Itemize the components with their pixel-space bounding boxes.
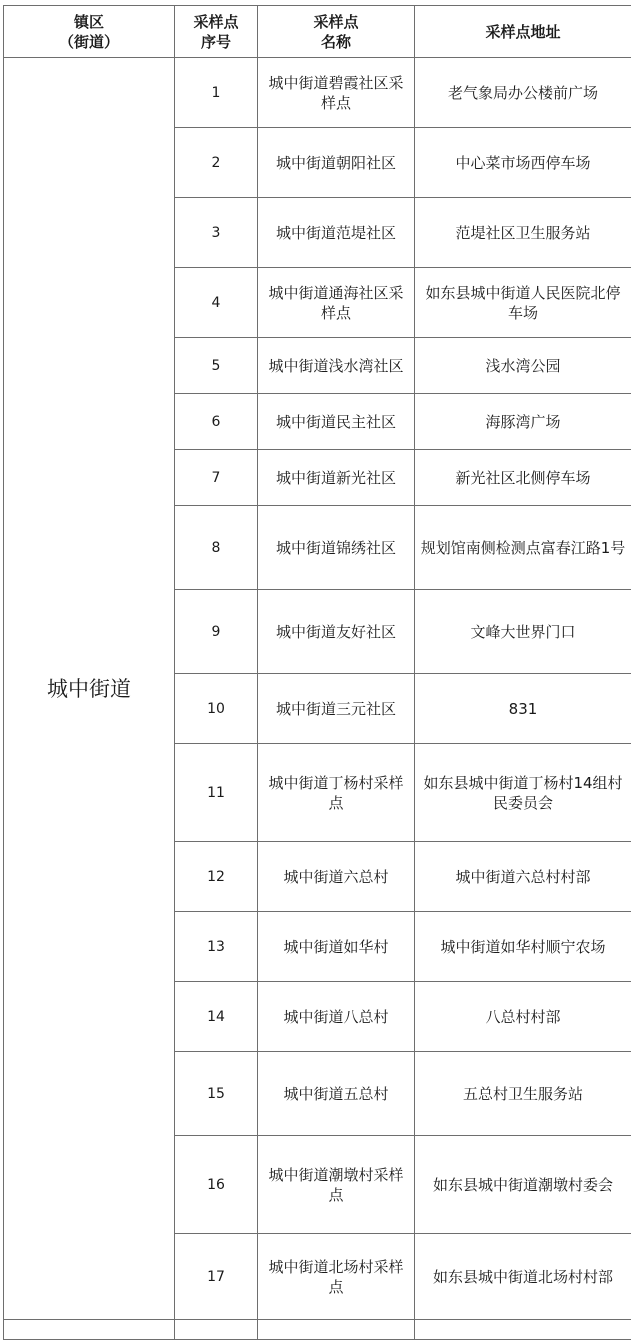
- row-site-address: 如东县城中街道北场村村部: [415, 1234, 631, 1320]
- row-seq: 9: [175, 590, 258, 674]
- row-site-address: 范堤社区卫生服务站: [415, 198, 631, 268]
- empty-cell: [4, 1320, 175, 1340]
- row-seq: 5: [175, 338, 258, 394]
- row-site-name: 城中街道民主社区: [258, 394, 415, 450]
- row-site-address: 中心菜市场西停车场: [415, 128, 631, 198]
- row-site-address: 文峰大世界门口: [415, 590, 631, 674]
- row-site-address: 五总村卫生服务站: [415, 1052, 631, 1136]
- header-address: 采样点地址: [415, 6, 631, 58]
- row-site-name: 城中街道朝阳社区: [258, 128, 415, 198]
- row-site-name: 城中街道碧霞社区采样点: [258, 58, 415, 128]
- row-site-name: 城中街道丁杨村采样点: [258, 744, 415, 842]
- empty-cell: [175, 1320, 258, 1340]
- row-seq: 6: [175, 394, 258, 450]
- row-site-address: 城中街道如华村顺宁农场: [415, 912, 631, 982]
- row-site-name: 城中街道新光社区: [258, 450, 415, 506]
- row-site-name: 城中街道潮墩村采样点: [258, 1136, 415, 1234]
- row-seq: 15: [175, 1052, 258, 1136]
- row-site-name: 城中街道三元社区: [258, 674, 415, 744]
- row-site-address: 新光社区北侧停车场: [415, 450, 631, 506]
- row-site-name: 城中街道友好社区: [258, 590, 415, 674]
- row-site-name: 城中街道八总村: [258, 982, 415, 1052]
- empty-cell: [415, 1320, 631, 1340]
- row-site-address: 如东县城中街道潮墩村委会: [415, 1136, 631, 1234]
- header-name: 采样点 名称: [258, 6, 415, 58]
- row-site-name: 城中街道六总村: [258, 842, 415, 912]
- table-row: [4, 58, 631, 128]
- row-site-address: 831: [415, 674, 631, 744]
- row-seq: 10: [175, 674, 258, 744]
- row-seq: 3: [175, 198, 258, 268]
- row-site-address: 城中街道六总村村部: [415, 842, 631, 912]
- row-seq: 16: [175, 1136, 258, 1234]
- row-site-address: 老气象局办公楼前广场: [415, 58, 631, 128]
- row-site-address: 如东县城中街道人民医院北停车场: [415, 268, 631, 338]
- row-seq: 7: [175, 450, 258, 506]
- header-town: 镇区 （街道）: [4, 6, 175, 58]
- row-site-address: 海豚湾广场: [415, 394, 631, 450]
- town-cell: 城中街道: [4, 58, 175, 1320]
- row-seq: 11: [175, 744, 258, 842]
- row-site-name: 城中街道锦绣社区: [258, 506, 415, 590]
- row-site-address: 浅水湾公园: [415, 338, 631, 394]
- row-seq: 14: [175, 982, 258, 1052]
- row-site-name: 城中街道五总村: [258, 1052, 415, 1136]
- row-seq: 17: [175, 1234, 258, 1320]
- row-site-name: 城中街道浅水湾社区: [258, 338, 415, 394]
- row-site-name: 城中街道范堤社区: [258, 198, 415, 268]
- row-site-address: 规划馆南侧检测点富春江路1号: [415, 506, 631, 590]
- row-seq: 1: [175, 58, 258, 128]
- row-seq: 4: [175, 268, 258, 338]
- header-seq: 采样点 序号: [175, 6, 258, 58]
- row-site-address: 八总村村部: [415, 982, 631, 1052]
- header-row: [4, 6, 631, 58]
- row-site-name: 城中街道北场村采样点: [258, 1234, 415, 1320]
- row-site-address: 如东县城中街道丁杨村14组村民委员会: [415, 744, 631, 842]
- table-row: [4, 1320, 631, 1340]
- sampling-sites-table: [3, 5, 631, 1340]
- row-site-name: 城中街道通海社区采样点: [258, 268, 415, 338]
- row-seq: 2: [175, 128, 258, 198]
- row-site-name: 城中街道如华村: [258, 912, 415, 982]
- row-seq: 8: [175, 506, 258, 590]
- empty-cell: [258, 1320, 415, 1340]
- row-seq: 12: [175, 842, 258, 912]
- row-seq: 13: [175, 912, 258, 982]
